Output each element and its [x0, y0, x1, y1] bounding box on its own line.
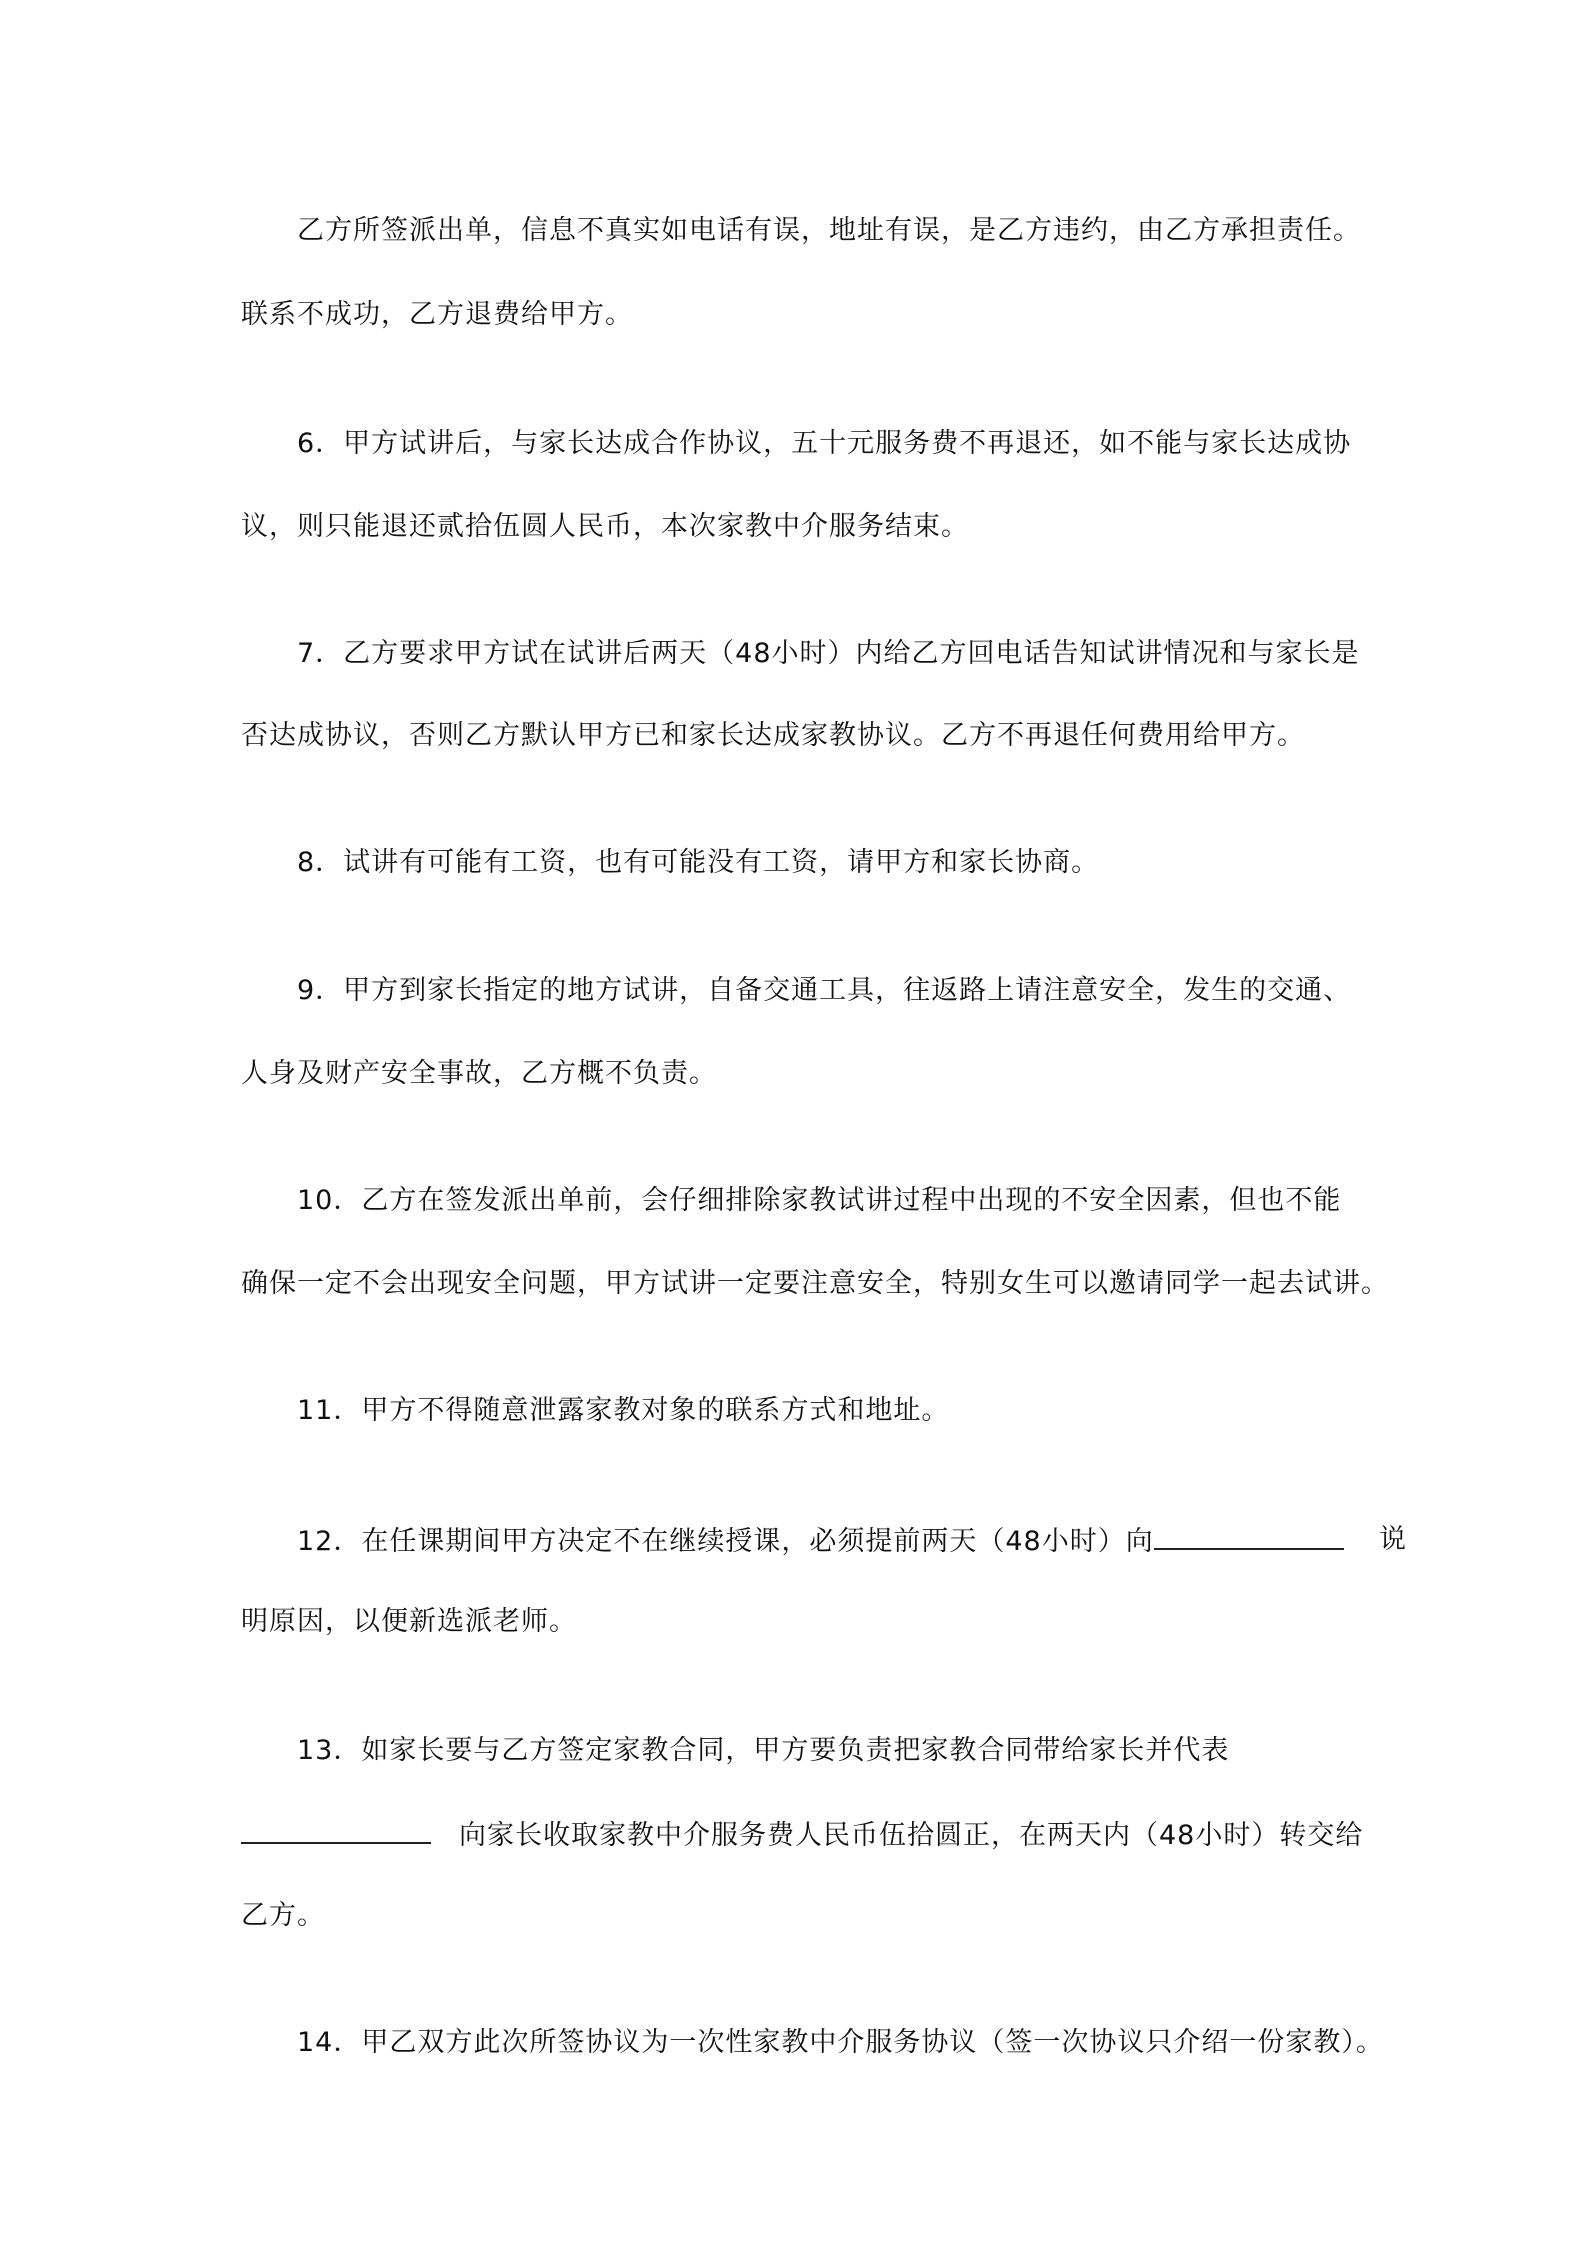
- clause-13-line-3: 乙方。: [241, 1900, 325, 1931]
- clause-12-line-1: [241, 1522, 1407, 1560]
- clause-9-line-1: 9．甲方到家长指定的地方试讲，自备交通工具，往返路上请注意安全，发生的交通、: [297, 975, 1352, 1006]
- clause-9-line-2: 人身及财产安全事故，乙方概不负责。: [241, 1058, 717, 1089]
- clause-14-line-1: 14．甲乙双方此次所签协议为一次性家教中介服务协议（签一次协议只介绍一份家教）。: [297, 2027, 1384, 2058]
- paragraph-contact-line-2: 联系不成功，乙方退费给甲方。: [241, 299, 633, 330]
- clause-6-line-2: 议，则只能退还贰拾伍圆人民币，本次家教中介服务结束。: [241, 511, 969, 542]
- clause-7-line-1: 7．乙方要求甲方试在试讲后两天（48小时）内给乙方回电话告知试讲情况和与家长是: [297, 638, 1360, 669]
- clause-12-text: 12．在任课期间甲方决定不在继续授课，必须提前两天（48小时）向: [297, 1526, 1154, 1557]
- clause-10-line-1: 10．乙方在签发派出单前，会仔细排除家教试讲过程中出现的不安全因素，但也不能: [297, 1185, 1342, 1216]
- clause-12-tail: 说: [1379, 1524, 1407, 1555]
- blank-field: [1154, 1522, 1344, 1550]
- clause-12-line-2: 明原因，以便新选派老师。: [241, 1606, 577, 1637]
- clause-13-line-2: [241, 1816, 1364, 1854]
- clause-7-line-2: 否达成协议，否则乙方默认甲方已和家长达成家教协议。乙方不再退任何费用给甲方。: [241, 720, 1305, 751]
- clause-13-text: 向家长收取家教中介服务费人民币伍拾圆正，在两天内（48小时）转交给: [459, 1820, 1364, 1851]
- clause-10-line-2: 确保一定不会出现安全问题，甲方试讲一定要注意安全，特别女生可以邀请同学一起去试讲。: [241, 1268, 1389, 1299]
- paragraph-contact-line-1: 乙方所签派出单，信息不真实如电话有误，地址有误，是乙方违约，由乙方承担责任。: [297, 215, 1361, 246]
- clause-6-line-1: 6．甲方试讲后，与家长达成合作协议，五十元服务费不再退还，如不能与家长达成协: [297, 428, 1352, 459]
- blank-field: [241, 1816, 431, 1844]
- clause-11-line-1: 11．甲方不得随意泄露家教对象的联系方式和地址。: [297, 1395, 950, 1426]
- clause-8-line-1: 8．试讲有可能有工资，也有可能没有工资，请甲方和家长协商。: [297, 847, 1100, 878]
- clause-13-line-1: 13．如家长要与乙方签定家教合同，甲方要负责把家教合同带给家长并代表: [297, 1735, 1230, 1766]
